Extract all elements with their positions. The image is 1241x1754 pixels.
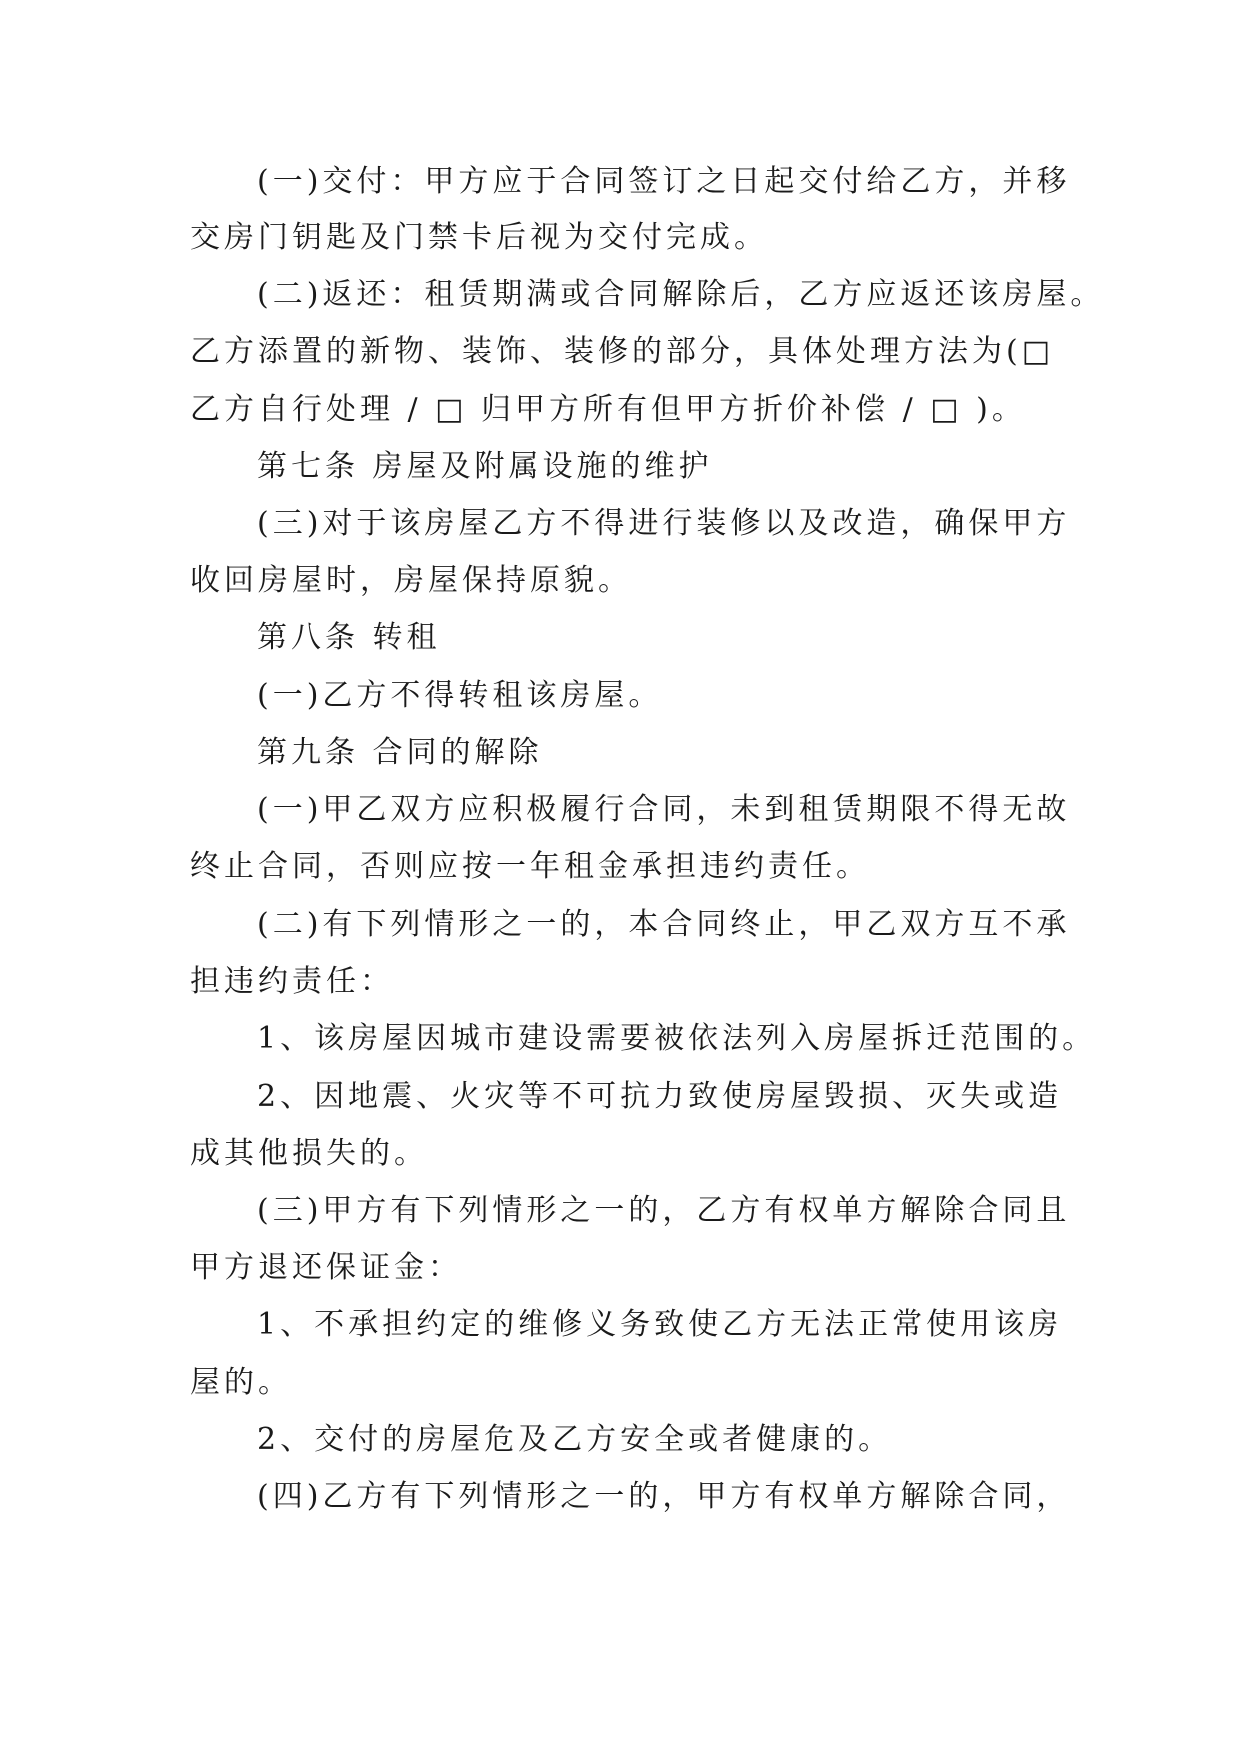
paragraph-line: (三)对于该房屋乙方不得进行装修以及改造，确保甲方	[257, 506, 1071, 541]
paragraph-line: (一)甲乙双方应积极履行合同，未到租赁期限不得无故	[257, 792, 1071, 827]
paragraph-line: 乙方添置的新物、装饰、装修的部分，具体处理方法为(□	[190, 334, 1055, 369]
paragraph-line: (三)甲方有下列情形之一的，乙方有权单方解除合同且	[257, 1193, 1071, 1228]
section-heading: 第七条 房屋及附属设施的维护	[257, 449, 713, 484]
paragraph-line: 终止合同，否则应按一年租金承担违约责任。	[190, 849, 870, 884]
paragraph-line: (四)乙方有下列情形之一的，甲方有权单方解除合同，	[257, 1479, 1071, 1514]
section-heading: 第八条 转租	[257, 620, 441, 655]
paragraph-line: 交房门钥匙及门禁卡后视为交付完成。	[190, 220, 768, 255]
paragraph-line: (二)有下列情形之一的，本合同终止，甲乙双方互不承	[257, 907, 1071, 942]
paragraph-line: 2、交付的房屋危及乙方安全或者健康的。	[257, 1422, 893, 1457]
paragraph-line: 1、不承担约定的维修义务致使乙方无法正常使用该房	[257, 1307, 1063, 1342]
paragraph-line: 屋的。	[190, 1365, 292, 1400]
section-heading: 第九条 合同的解除	[257, 735, 543, 770]
paragraph-line: 乙方自行处理 / □ 归甲方所有但甲方折价补偿 / □ )。	[190, 392, 1026, 427]
paragraph-line: (一)乙方不得转租该房屋。	[257, 678, 663, 713]
paragraph-line: 收回房屋时，房屋保持原貌。	[190, 563, 632, 598]
paragraph-line: 甲方退还保证金：	[190, 1250, 462, 1285]
paragraph-line: 成其他损失的。	[190, 1136, 428, 1171]
paragraph-line: (一)交付：甲方应于合同签订之日起交付给乙方，并移	[257, 164, 1071, 199]
paragraph-line: (二)返还：租赁期满或合同解除后，乙方应返还该房屋。	[257, 277, 1105, 312]
paragraph-line: 担违约责任：	[190, 964, 394, 999]
paragraph-line: 2、因地震、火灾等不可抗力致使房屋毁损、灭失或造	[257, 1079, 1063, 1114]
paragraph-line: 1、该房屋因城市建设需要被依法列入房屋拆迁范围的。	[257, 1021, 1097, 1056]
